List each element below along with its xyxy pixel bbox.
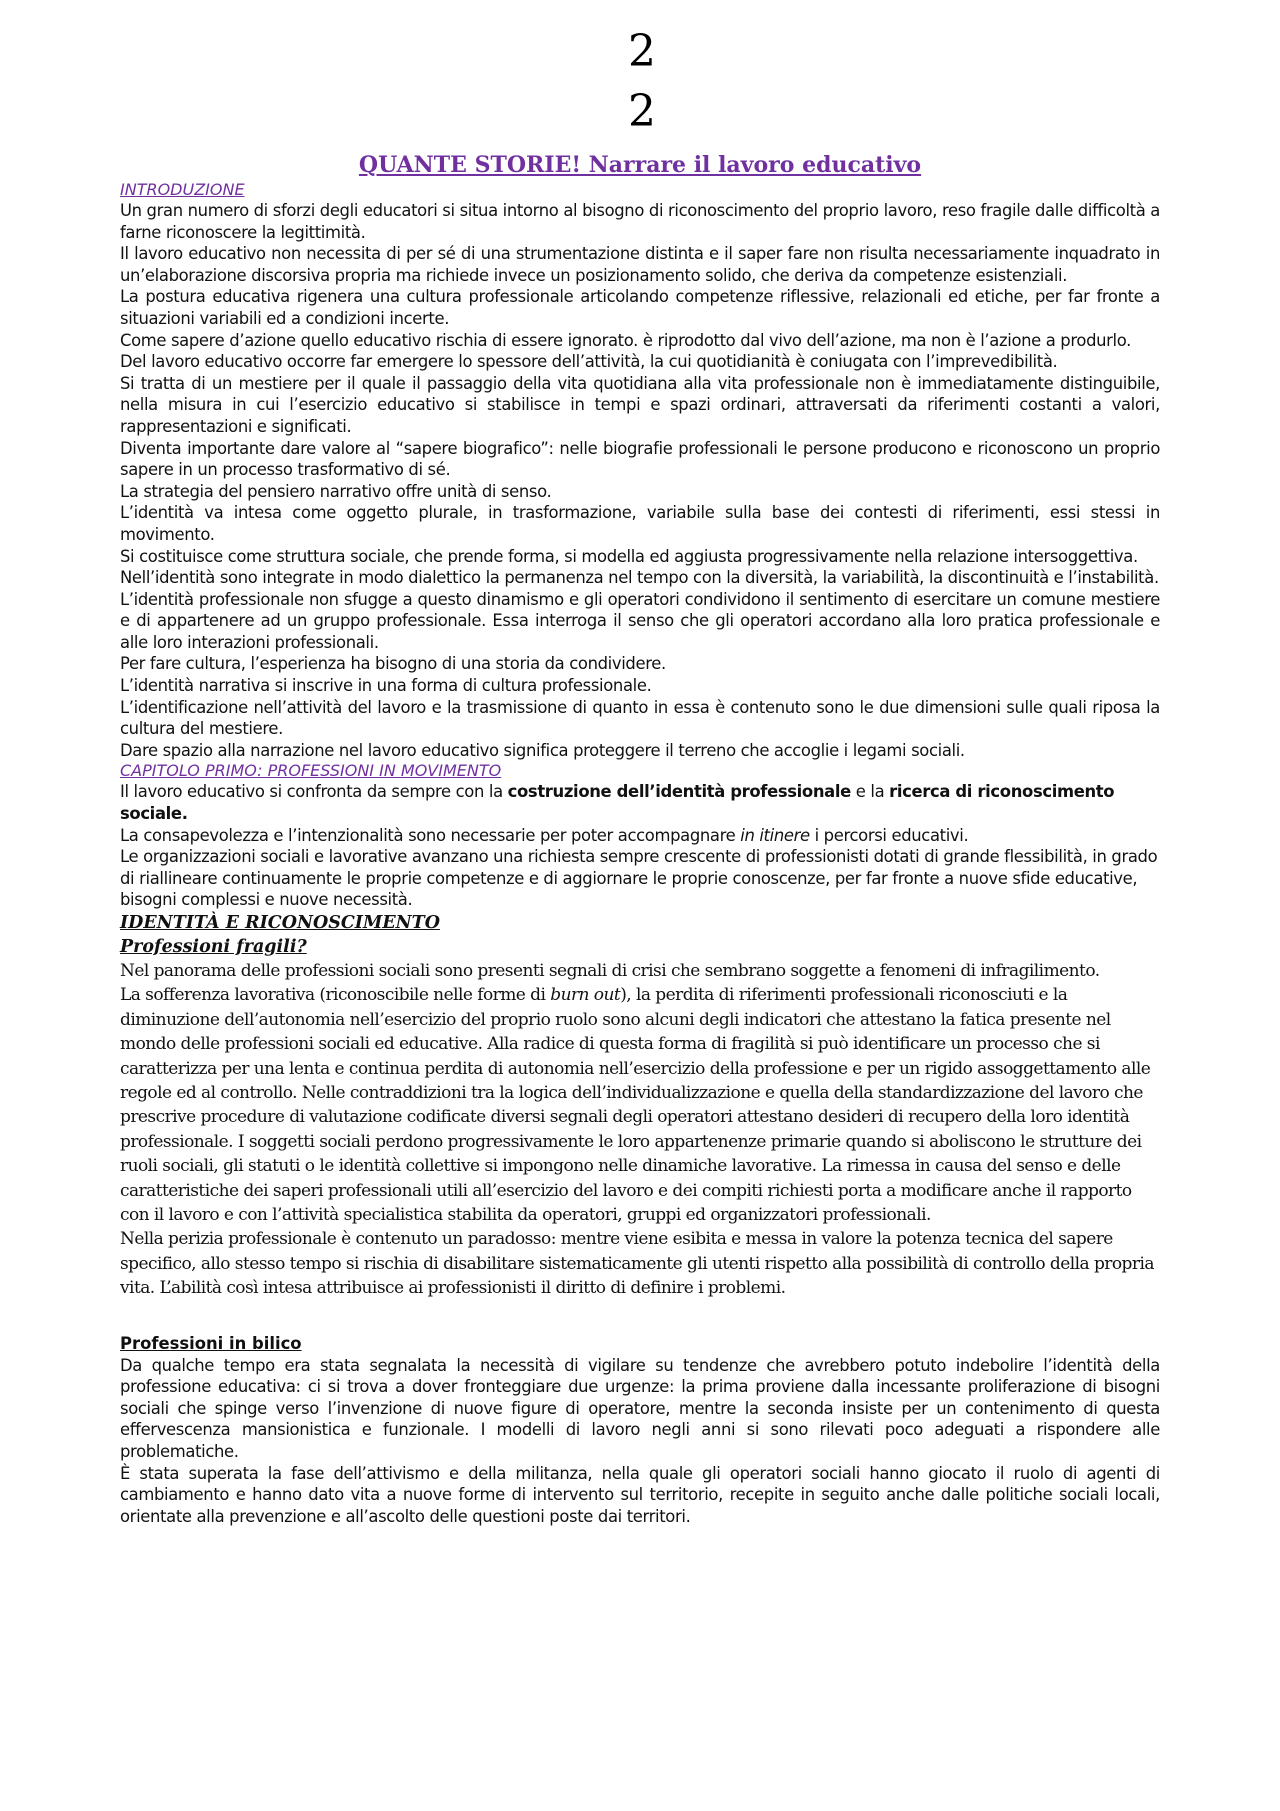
intro-paragraph: Del lavoro educativo occorre far emergere lo spessore dell’attività, la cui quotidianità è coniugata con l’imprevedibilità. bbox=[120, 352, 1058, 372]
intro-paragraph: Un gran numero di sforzi degli educatori si situa intorno al bisogno di riconoscimento del proprio lavoro, reso fragile dalle difficoltà a farne riconoscere la legittimità. bbox=[120, 201, 1160, 242]
intro-paragraph: Si costituisce come struttura sociale, che prende forma, si modella ed aggiusta progressivamente nella relazione intersoggettiva. bbox=[120, 546, 1138, 566]
chapter-paragraph-1 bbox=[120, 781, 1160, 824]
document-body bbox=[120, 150, 1160, 1527]
chapter-heading: CAPITOLO PRIMO: PROFESSIONI IN MOVIMENTO bbox=[120, 761, 502, 781]
intro-paragraph: L’identità va intesa come oggetto plurale, in trasformazione, variabile sulla base dei contesti di riferimenti, essi stessi in movimento. bbox=[120, 503, 1160, 544]
intro-paragraph: Per fare cultura, l’esperienza ha bisogno di una storia da condividere. bbox=[120, 654, 666, 674]
bold-text: costruzione dell’identità professionale bbox=[507, 782, 851, 802]
page-number-top: 2 bbox=[628, 26, 656, 77]
subsection-heading-fragili: Professioni fragili? bbox=[120, 937, 307, 957]
chapter-paragraph-2 bbox=[120, 825, 1160, 847]
spacer bbox=[120, 1301, 1160, 1333]
intro-paragraph: Nell’identità sono integrate in modo dialettico la permanenza nel tempo con la diversità, la variabilità, la discontinuità e l’instabilità. bbox=[120, 568, 1159, 588]
serif-paragraph: Nel panorama delle professioni sociali sono presenti segnali di crisi che sembrano soggette a fenomeni di infragilimento. bbox=[120, 961, 1100, 981]
document-title: QUANTE STORIE! Narrare il lavoro educativo bbox=[358, 152, 922, 178]
intro-paragraph: Diventa importante dare valore al “sapere biografico”: nelle biografie professionali le persone producono e riconoscono un proprio sapere in un processo trasformativo di sé. bbox=[120, 438, 1160, 480]
subsection-heading-bilico: Professioni in bilico bbox=[120, 1333, 302, 1353]
serif-paragraph: Nella perizia professionale è contenuto un paradosso: mentre viene esibita e messa in valore la potenza tecnica del sapere specifico, allo stesso tempo si rischia di disabilitare sistematicamente gli utenti rispetto alla possibilità di controllo della propria vita. L’abilità così intesa attribuisce ai professionisti il diritto di definire i problemi. bbox=[120, 1229, 1154, 1299]
intro-paragraph: L’identità narrativa si inscrive in una forma di cultura professionale. bbox=[120, 676, 652, 696]
intro-heading: INTRODUZIONE bbox=[120, 180, 245, 199]
intro-paragraph: Come sapere d’azione quello educativo rischia di essere ignorato. è riprodotto dal vivo dell’azione, ma non è l’azione a produrlo. bbox=[120, 330, 1132, 350]
intro-paragraph: Si tratta di un mestiere per il quale il passaggio della vita quotidiana alla vita professionale non è immediatamente distinguibile, nella misura in cui l’esercizio educativo si stabilisce in tempi e spazi ordinari, attraversati da riferimenti costanti a valori, rappresentazioni e significati. bbox=[120, 373, 1160, 436]
text-run: La consapevolezza e l’intenzionalità sono necessarie per poter accompagnare bbox=[120, 825, 741, 845]
chapter-paragraph-3: Le organizzazioni sociali e lavorative avanzano una richiesta sempre crescente di professionisti dotati di grande flessibilità, in grado di riallineare continuamente le proprie competenze e di aggiornare le proprie conoscenze, per far fronte a nuove sfide educative, bisogni complessi e nuove necessità. bbox=[120, 847, 1158, 910]
intro-paragraph: La postura educativa rigenera una cultura professionale articolando competenze riflessive, relazionali ed etiche, per far fronte a situazioni variabili ed a condizioni incerte. bbox=[120, 287, 1160, 328]
bilico-paragraph: Da qualche tempo era stata segnalata la necessità di vigilare su tendenze che avrebbero potuto indebolire l’identità della professione educativa: ci si trova a dover fronteggiare due urgenze: la prima proviene dalla incessante proliferazione di bisogni sociali che spinge verso l’invenzione di nuove figure di operatore, mentre la seconda insiste per un contenimento di questa effervescenza mansionistica e funzionale. I modelli di lavoro negli anni si sono rilevati poco adeguati a rispondere alle problematiche. bbox=[120, 1355, 1160, 1462]
intro-paragraph: L’identificazione nell’attività del lavoro e la trasmissione di quanto in essa è contenuto sono le due dimensioni sulle quali riposa la cultura del mestiere. bbox=[120, 697, 1160, 739]
text-run: e la bbox=[850, 782, 890, 802]
page-number-bottom: 2 bbox=[628, 86, 656, 137]
intro-paragraph: Dare spazio alla narrazione nel lavoro educativo significa proteggere il terreno che accoglie i legami sociali. bbox=[120, 740, 965, 760]
bold-text: ricerca di riconoscimento sociale. bbox=[120, 782, 1115, 824]
intro-paragraph: La strategia del pensiero narrativo offre unità di senso. bbox=[120, 481, 552, 501]
page-number bbox=[622, 22, 662, 142]
intro-paragraph: Il lavoro educativo non necessita di per sé di una strumentazione distinta e il saper fare non risulta necessariamente inquadrato in un’elaborazione discorsiva propria ma richiede invece un posizionamento solido, che deriva da competenze esistenziali. bbox=[120, 244, 1160, 285]
bilico-paragraph: È stata superata la fase dell’attivismo e della militanza, nella quale gli operatori sociali hanno giocato il ruolo di agenti di cambiamento e hanno dato vita a nuove forme di intervento sul territorio, recepite in seguito anche dalle politiche sociali locali, orientate alla prevenzione e all’ascolto delle questioni poste dai territori. bbox=[120, 1463, 1160, 1526]
text-run: ), la perdita di riferimenti professionali riconosciuti e la diminuzione dell’autonomia nell’esercizio del proprio ruolo sono alcuni degli indicatori che attestano la fatica presente nel mondo delle professioni sociali ed educative. Alla radice di questa forma di fragilità si può identificare un processo che si caratterizza per una lenta e continua perdita di autonomia nell’esercizio della professione e per un rigido assoggettamento alle regole ed al controllo. Nelle contraddizioni tra la logica dell’individualizzazione e quella della standardizzazione del lavoro che prescrive procedure di valutazione codificate diversi segnali degli operatori attestano desideri di recupero della loro identità professionale. I soggetti sociali perdono progressivamente le loro appartenenze primarie quando si aboliscono le strutture dei ruoli sociali, gli statuti o le identità collettive si impongono nelle dinamiche lavorative. La rimessa in causa del senso e delle caratteristiche dei saperi professionali utili all’esercizio del lavoro e dei compiti richiesti porta a modificare anche il rapporto con il lavoro e con l’attività specialistica stabilita da operatori, gruppi ed organizzatori professionali. bbox=[120, 985, 1151, 1226]
text-run: La sofferenza lavorativa (riconoscibile nelle forme di bbox=[120, 985, 551, 1006]
intro-paragraph: L’identità professionale non sfugge a questo dinamismo e gli operatori condividono il sentimento di esercitare un comune mestiere e di appartenere ad un gruppo professionale. Essa interroga il senso che gli operatori accordano alla loro pratica professionale e alle loro interazioni professionali. bbox=[120, 589, 1160, 652]
text-run: Il lavoro educativo si confronta da sempre con la bbox=[120, 782, 508, 802]
section-heading-identita: IDENTITÀ E RICONOSCIMENTO bbox=[120, 913, 440, 933]
serif-paragraph bbox=[120, 983, 1160, 1227]
italic-text: burn out bbox=[550, 985, 621, 1006]
italic-text: in itinere bbox=[740, 825, 810, 845]
text-run: i percorsi educativi. bbox=[809, 825, 969, 845]
